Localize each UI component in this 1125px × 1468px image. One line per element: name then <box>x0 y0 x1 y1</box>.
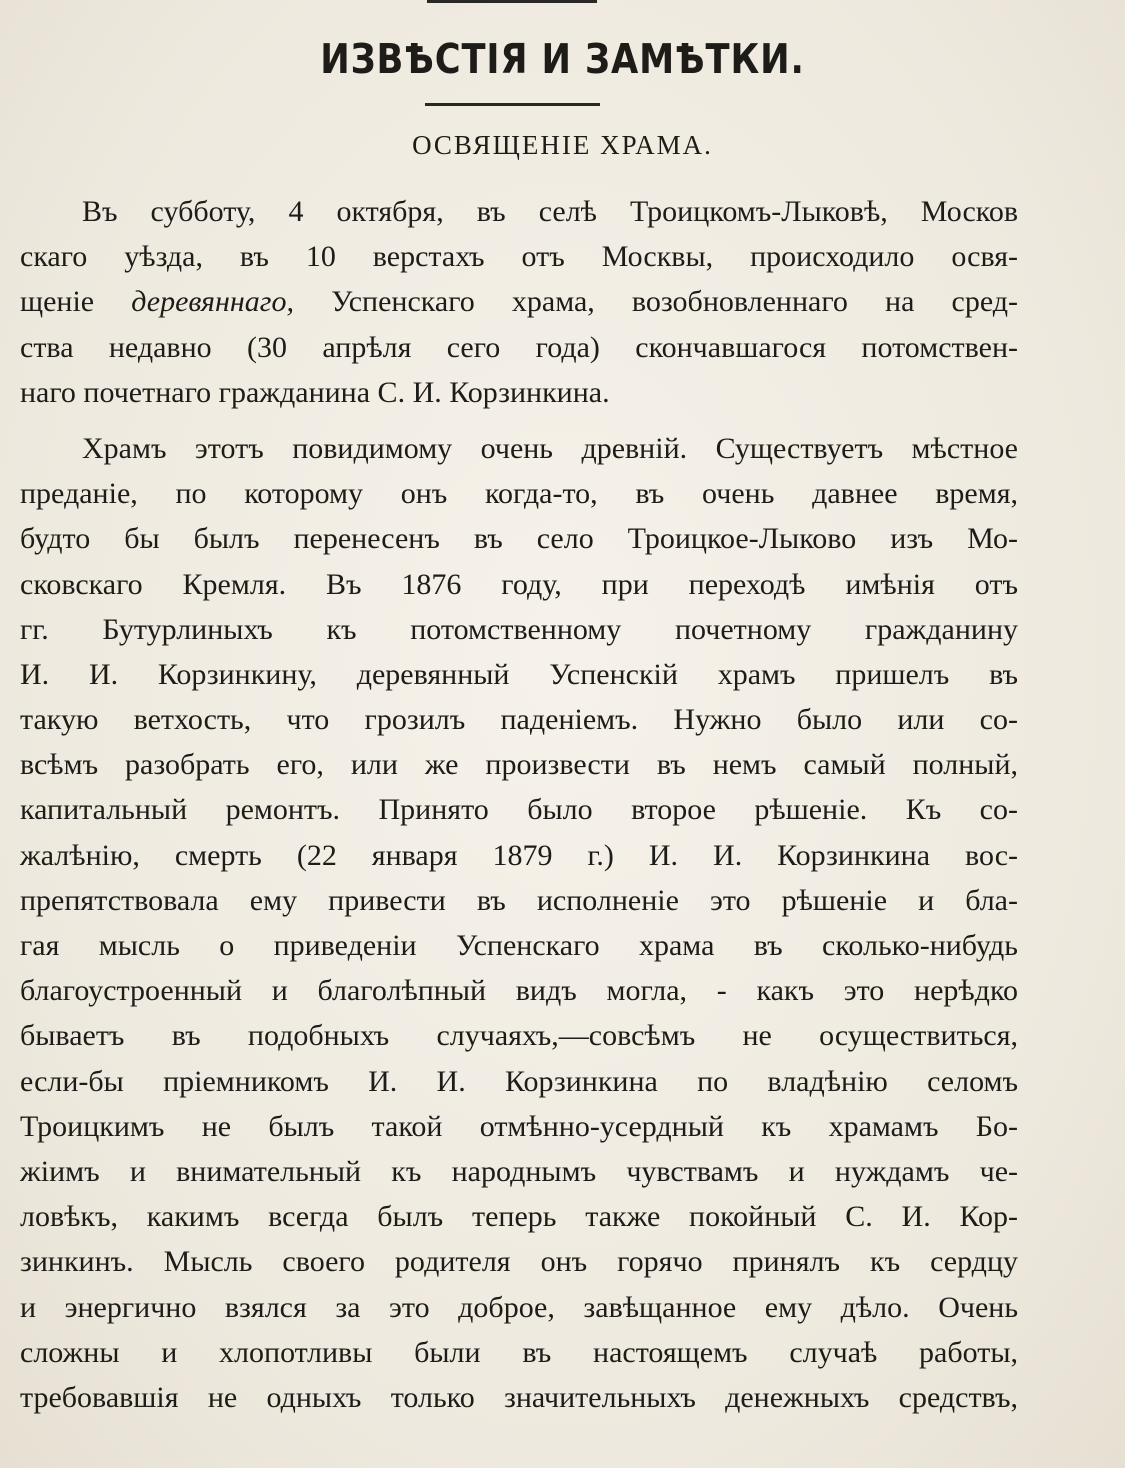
paragraph2-line: если-бы пріемникомъ И. И. Корзинкина по владѣнію селомъ <box>20 1064 1018 1098</box>
paragraph2-line: жіимъ и внимательный къ народнымъ чувствамъ и нуждамъ че- <box>20 1154 1018 1188</box>
paragraph1-line: скаго уѣзда, въ 10 верстахъ отъ Москвы, происходило освя- <box>20 240 1018 274</box>
article-body <box>20 189 1018 1420</box>
paragraph2-line: жалѣнію, смерть (22 января 1879 г.) И. И. Корзинкина вос- <box>20 838 1018 872</box>
article-title: ОСВЯЩЕНІЕ ХРАМА. <box>412 130 713 160</box>
paragraph2-line: бываетъ въ подобныхъ случаяхъ,—совсѣмъ не осуществиться, <box>20 1019 1018 1053</box>
paragraph2-line: ловѣкъ, какимъ всегда былъ теперь также покойный С. И. Кор- <box>20 1200 1018 1234</box>
section-heading: ИЗВѢСТІЯ И ЗАМѢТКИ. <box>320 35 805 83</box>
paragraph2-line: будто бы былъ перенесенъ въ село Троицкое-Лыково изъ Мо- <box>20 522 1018 556</box>
paragraph1-line <box>20 279 1018 324</box>
paragraph2-line: капитальный ремонтъ. Принято было второе рѣшеніе. Къ со- <box>20 793 1018 827</box>
paragraph2-line: И. И. Корзинкину, деревянный Успенскій храмъ пришелъ въ <box>20 657 1018 691</box>
top-rule <box>427 0 597 3</box>
paragraph1-line: Въ субботу, 4 октября, въ селѣ Троицкомъ-Лыковѣ, Москов <box>82 195 1018 228</box>
paragraph1-line: ства недавно (30 апрѣля сего года) скончавшагося потомствен- <box>20 330 1018 364</box>
heading-rule <box>425 103 600 106</box>
paragraph2-line: гая мысль о приведеніи Успенскаго храма въ сколько-нибудь <box>20 929 1018 962</box>
paragraph2-line: сложны и хлопотливы были въ настоящемъ случаѣ работы, <box>20 1335 1018 1369</box>
paragraph2-line: преданіе, по которому онъ когда-то, въ очень давнее время, <box>20 477 1018 511</box>
paragraph2-line: благоустроенный и благолѣпный видъ могла, - какъ это нерѣдко <box>20 974 1018 1008</box>
paragraph2-line: Храмъ этотъ повидимому очень древній. Существуетъ мѣстное <box>82 431 1018 465</box>
paragraph2-line: Троицкимъ не былъ такой отмѣнно-усердный къ храмамъ Бо- <box>20 1109 1018 1143</box>
paragraph1-word: щеніе <box>20 285 95 319</box>
paragraph2-line: сковскаго Кремля. Въ 1876 году, при переходѣ имѣнія отъ <box>20 567 1018 601</box>
paragraph1-line: наго почетнаго гражданина С. И. Корзинкина. <box>20 375 610 409</box>
paragraph2-line: и энергично взялся за это доброе, завѣщанное ему дѣло. Очень <box>20 1290 1018 1324</box>
paragraph2-line: гг. Бутурлиныхъ къ потомственному почетному гражданину <box>20 612 1018 646</box>
paragraph1-word: Успенскаго храма, возобновленнаго на сред- <box>331 285 1019 319</box>
paragraph2-line: требовавшія не одныхъ только значительныхъ денежныхъ средствъ, <box>20 1380 1018 1414</box>
paragraph2-line: всѣмъ разобрать его, или же произвести въ немъ самый полный, <box>20 748 1018 782</box>
paragraph1-italic-word: деревяннаго, <box>131 285 294 319</box>
paragraph2-line: такую ветхость, что грозилъ паденіемъ. Нужно было или со- <box>20 703 1018 737</box>
paragraph2-line: препятствовала ему привести въ исполненіе это рѣшеніе и бла- <box>20 883 1018 917</box>
paragraph2-line: зинкинъ. Мысль своего родителя онъ горячо принялъ къ сердцу <box>20 1245 1018 1279</box>
